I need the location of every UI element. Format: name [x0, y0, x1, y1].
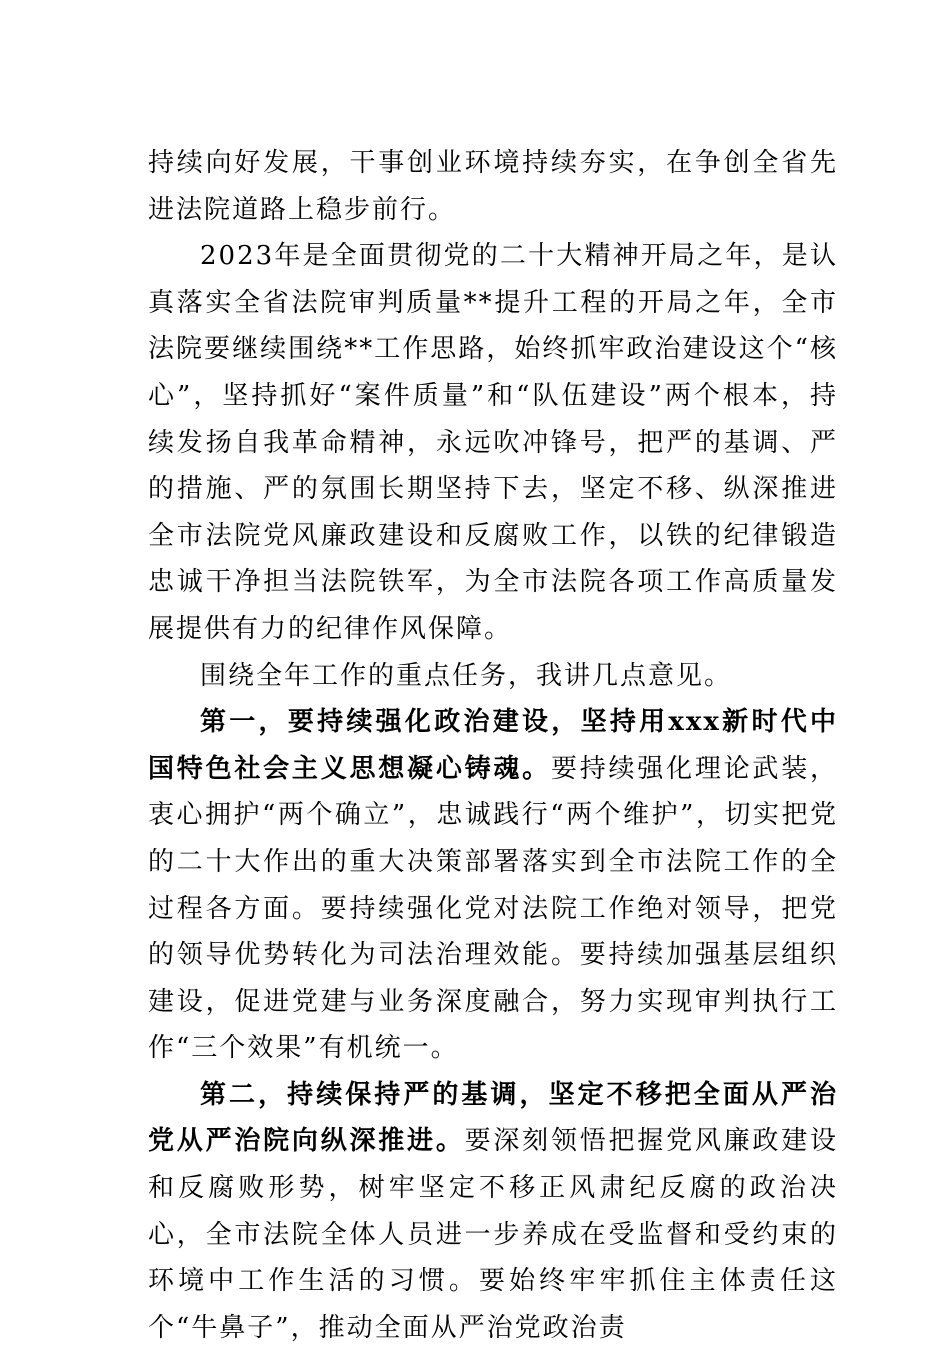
paragraph-text: 要深刻领悟把握党风廉政建设和反腐败形势，树牢坚定不移正风肃纪反腐的政治决心，全市法院全体人员进一步养成在受监督和受约束的环境中工作生活的习惯。要始终牢牢抓住主体责任这个“牛鼻子”，推动全面从严治党政治责	[148, 1126, 838, 1343]
paragraph-intro-opinions	[148, 653, 838, 700]
paragraph-text: 围绕全年工作的重点任务，我讲几点意见。	[200, 660, 733, 691]
document-body	[148, 140, 838, 1351]
paragraph-lead-heading: 第二，持续保持严的基调，坚定不移把全面从严治党从严治院向纵深推进。	[148, 1079, 838, 1157]
paragraph-continuation	[148, 140, 838, 233]
paragraph-text: 持续向好发展，干事创业环境持续夯实，在争创全省先进法院道路上稳步前行。	[148, 148, 838, 225]
paragraph-2023-overview	[148, 233, 838, 652]
paragraph-point-one	[148, 699, 838, 1072]
paragraph-text: 要持续强化理论武装，衷心拥护“两个确立”，忠诚践行“两个维护”，切实把党的二十大作出的重大决策部署落实到全市法院工作的全过程各方面。要持续强化党对法院工作绝对领导，把党的领导优势转化为司法治理效能。要持续加强基层组织建设，促进党建与业务深度融合，努力实现审判执行工作“三个效果”有机统一。	[148, 753, 838, 1064]
paragraph-lead-heading: 第一，要持续强化政治建设，坚持用xxx新时代中国特色社会主义思想凝心铸魂。	[148, 707, 838, 784]
paragraph-text: 2023年是全面贯彻党的二十大精神开局之年，是认真落实全省法院审判质量**提升工程的开局之年，全市法院要继续围绕**工作思路，始终抓牢政治建设这个“核心”，坚持抓好“案件质量”和“队伍建设”两个根本，持续发扬自我革命精神，永远吹冲锋号，把严的基调、严的措施、严的氛围长期坚持下去，坚定不移、纵深推进全市法院党风廉政建设和反腐败工作，以铁的纪律锻造忠诚干净担当法院铁军，为全市法院各项工作高质量发展提供有力的纪律作风保障。	[148, 241, 838, 644]
paragraph-point-two	[148, 1072, 838, 1351]
